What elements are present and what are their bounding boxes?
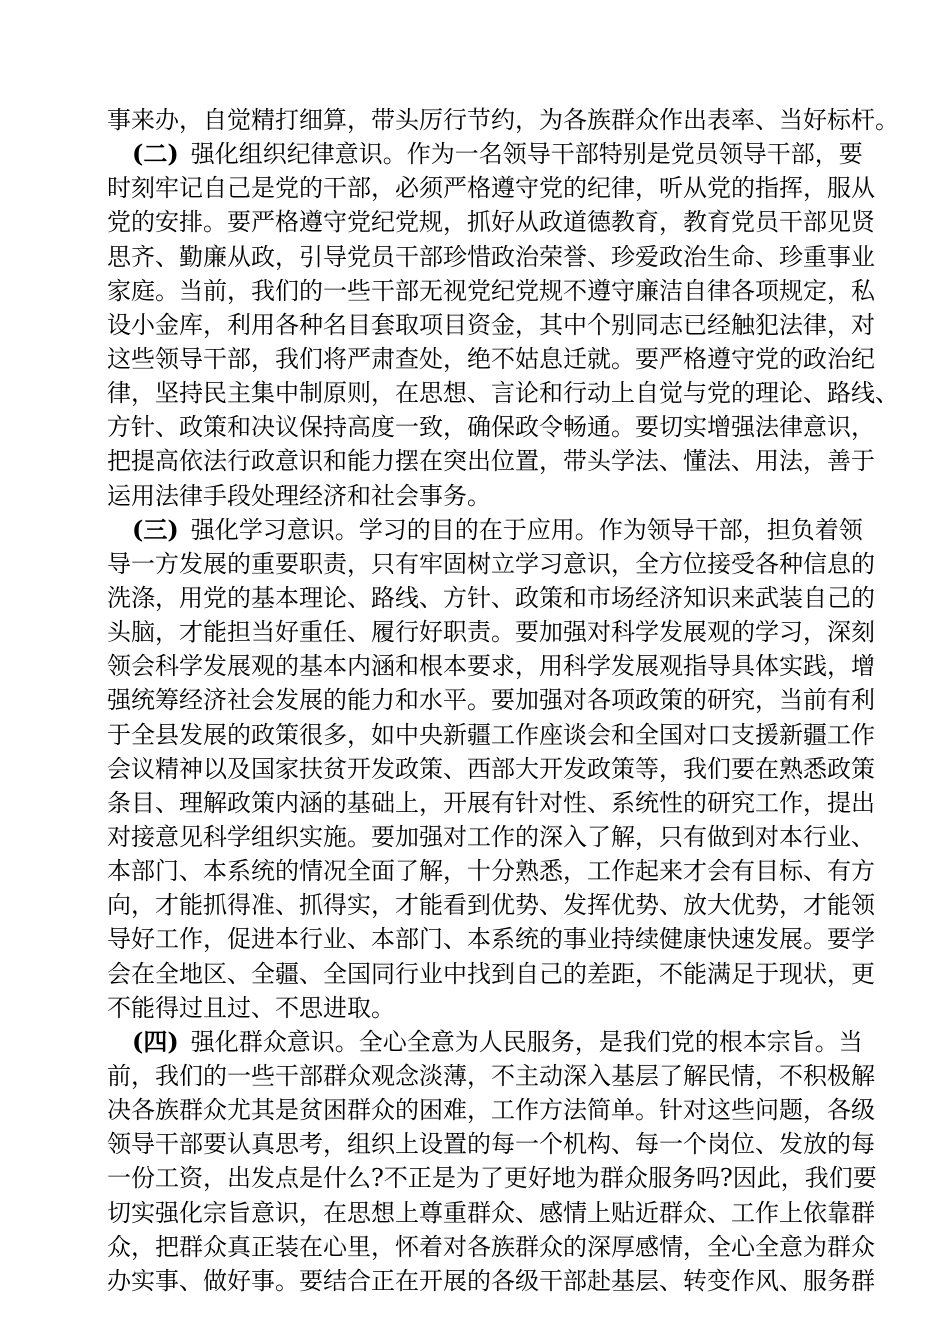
line-text: 洗涤，用党的基本理论、路线、方针、政策和市场经济知识来武装自己的 [107, 583, 875, 612]
text-line [107, 171, 875, 205]
line-text: 律，坚持民主集中制原则，在思想、言论和行动上自觉与党的理论、路线、 [107, 379, 899, 408]
text-line [107, 342, 875, 376]
line-text: 党的安排。要严格遵守党纪党规，抓好从政道德教育，教育党员干部见贤 [107, 208, 875, 237]
line-text: 这些领导干部，我们将严肃查处，绝不姑息迁就。要严格遵守党的政治纪 [107, 344, 875, 373]
text-line [107, 615, 875, 649]
text-line [107, 1161, 877, 1195]
text-line [107, 240, 875, 274]
line-text: 决各族群众尤其是贫困群众的困难，工作方法简单。针对这些问题，各级 [107, 1096, 875, 1125]
line-text: 向，才能抓得准、抓得实，才能看到优势、发挥优势、放大优势，才能领 [107, 891, 875, 920]
text-line [107, 991, 867, 1025]
line-text: 设小金库，利用各种名目套取项目资金，其中个别同志已经触犯法律，对 [107, 310, 875, 339]
line-text: 条目、理解政策内涵的基础上，开展有针对性、系统性的研究工作，提出 [107, 788, 875, 817]
line-text: 强统筹经济社会发展的能力和水平。要加强对各项政策的研究，当前有利 [107, 686, 875, 715]
text-line [107, 1127, 875, 1161]
line-text: 方针、政策和决议保持高度一致，确保政令畅通。要切实增强法律意识， [107, 413, 875, 442]
line-text: 办实事、做好事。要结合正在开展的各级干部赴基层、转变作风、服务群 [107, 1266, 875, 1295]
section-number: (三) [132, 514, 179, 544]
text-line [107, 1059, 875, 1093]
text-line [107, 683, 875, 717]
line-text: 运用法律手段处理经济和社会事务。 [107, 481, 491, 510]
text-line [107, 854, 875, 888]
text-line [107, 1264, 875, 1298]
line-text: 时刻牢记自己是党的干部，必须严格遵守党的纪律，听从党的指挥，服从 [107, 174, 875, 203]
line-text: 众，把群众真正装在心里，怀着对各族群众的深厚感情，全心全意为群众 [107, 1232, 875, 1261]
line-text: 一份工资，出发点是什么?不正是为了更好地为群众服务吗?因此，我们要 [107, 1164, 877, 1193]
text-line [107, 752, 875, 786]
line-text: 切实强化宗旨意识，在思想上尊重群众、感情上贴近群众、工作上依靠群 [107, 1198, 875, 1227]
line-text: 头脑，才能担当好重任、履行好职责。要加强对科学发展观的学习，深刻 [107, 618, 875, 647]
line-text: 领会科学发展观的基本内涵和根本要求，用科学发展观指导具体实践，增 [107, 652, 875, 681]
line-text: 强化学习意识。学习的目的在于应用。作为领导干部，担负着领 [190, 515, 863, 544]
line-text: 不能得过且过、不思进取。 [107, 993, 395, 1022]
document-body [107, 103, 899, 1298]
text-line [107, 957, 875, 991]
line-text: 强化群众意识。全心全意为人民服务，是我们党的根本宗旨。当 [190, 1027, 863, 1056]
line-text: 领导干部要认真思考，组织上设置的每一个机构、每一个岗位、发放的每 [107, 1130, 875, 1159]
text-line [107, 888, 875, 922]
text-line [107, 1025, 867, 1059]
line-text: 事来办，自觉精打细算，带头厉行节约，为各族群众作出表率、当好标杆。 [107, 106, 899, 134]
text-line [107, 649, 875, 683]
line-text: 本部门、本系统的情况全面了解，十分熟悉，工作起来才会有目标、有方 [107, 857, 875, 886]
section-number: (二) [132, 139, 179, 169]
line-text: 会在全地区、全疆、全国同行业中找到自己的差距，不能满足于现状，更 [107, 959, 875, 988]
text-line [107, 1230, 875, 1264]
text-line [107, 922, 875, 956]
text-line [107, 479, 867, 513]
text-line [107, 820, 875, 854]
text-line [107, 547, 875, 581]
text-line [107, 444, 875, 478]
text-line [107, 581, 875, 615]
text-line [107, 137, 867, 171]
line-text: 前，我们的一些干部群众观念淡薄，不主动深入基层了解民情，不积极解 [107, 1061, 875, 1090]
text-line [107, 513, 867, 547]
text-line [107, 1196, 875, 1230]
line-text: 把提高依法行政意识和能力摆在突出位置，带头学法、懂法、用法，善于 [107, 447, 875, 476]
text-line [107, 410, 875, 444]
text-line [107, 1093, 875, 1127]
text-line [107, 205, 875, 239]
line-text: 导一方发展的重要职责，只有牢固树立学习意识，全方位接受各种信息的 [107, 549, 875, 578]
line-text: 家庭。当前，我们的一些干部无视党纪党规不遵守廉洁自律各项规定，私 [107, 276, 875, 305]
text-line [107, 718, 875, 752]
section-number: (四) [132, 1026, 179, 1056]
line-text: 对接意见科学组织实施。要加强对工作的深入了解，只有做到对本行业、 [107, 822, 875, 851]
line-text: 思齐、勤廉从政，引导党员干部珍惜政治荣誉、珍爱政治生命、珍重事业 [107, 242, 875, 271]
text-line [107, 786, 875, 820]
text-line [107, 103, 899, 137]
text-line [107, 376, 899, 410]
line-text: 导好工作，促进本行业、本部门、本系统的事业持续健康快速发展。要学 [107, 925, 875, 954]
text-line [107, 274, 875, 308]
line-text: 于全县发展的政策很多，如中央新疆工作座谈会和全国对口支援新疆工作 [107, 720, 875, 749]
text-line [107, 308, 875, 342]
line-text: 会议精神以及国家扶贫开发政策、西部大开发政策等，我们要在熟悉政策 [107, 754, 875, 783]
line-text: 强化组织纪律意识。作为一名领导干部特别是党员领导干部，要 [190, 140, 863, 169]
